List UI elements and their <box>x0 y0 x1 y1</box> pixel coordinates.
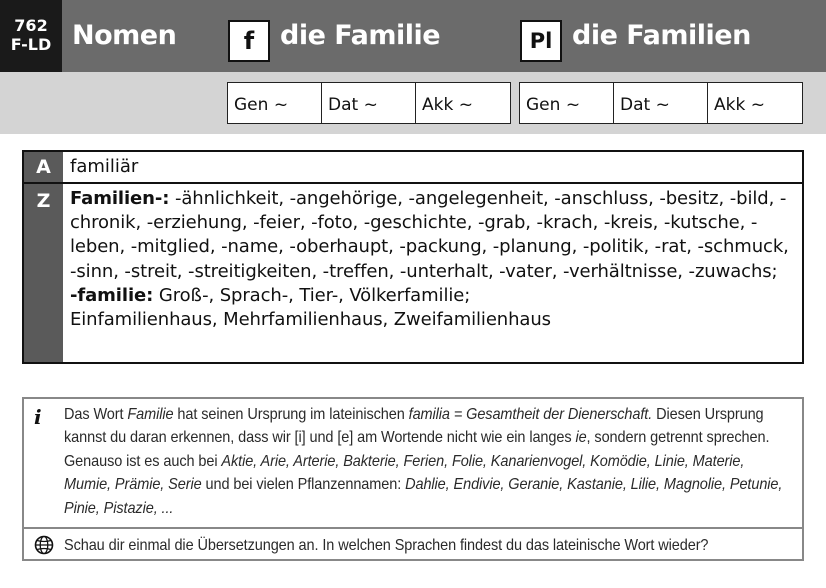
singular-case-table <box>227 82 511 124</box>
adjective-row <box>24 152 802 184</box>
compounds-row <box>24 184 802 362</box>
compounds-text: Familien-: -ähnlichkeit, -angehörige, -angelegenheit, -anschluss, -besitz, -bild, -chronik, -erziehung, -feier, -foto, -geschichte, -grab, -krach, -kreis, -kutsche, -leben, -mitglied, -name, -oberhaupt, -packung, -planung, -politik, -rat, -schmuck, -sinn, -streit, -streitigkeiten, -treffen, -unterhalt, -vater, -verhältnisse, -zuwachs; -familie: Groß-, Sprach-, Tier-, Völkerfamilie; Einfamilienhaus, Mehrfamilienhaus, Zweifamilienhaus <box>70 188 789 331</box>
case-cell-dat: Dat ~ <box>614 83 708 123</box>
badge-code: F-LD <box>10 35 52 54</box>
plural-form: die Familien <box>572 20 751 51</box>
word-type: Nomen <box>72 20 177 51</box>
info-i-icon: i <box>34 405 42 429</box>
gender-marker-box: f <box>228 20 270 62</box>
plural-marker-box: Pl <box>520 20 562 62</box>
plural-case-table <box>519 82 803 124</box>
compound-suffix: -familie: <box>70 284 154 306</box>
card-badge <box>0 0 62 72</box>
translation-note <box>24 529 802 559</box>
etymology-note <box>24 399 802 529</box>
header-bar <box>0 0 826 72</box>
etymology-text: Das Wort Familie hat seinen Ursprung im lateinischen familia = Gesamtheit der Dienerschaft. Diesen Ursprung kannst du daran erkennen, dass wir [i] und [e] am Wortende nicht wie ein langes ie, sondern getrennt sprechen. Genauso ist es auch bei Aktie, Arie, Arterie, Bakterie, Ferien, Folie, Kanarienvogel, Komödie, Linie, Materie, Mumie, Prämie, Serie und bei vielen Pflanzennamen: Dahlie, Endivie, Geranie, Kastanie, Lilie, Magnolie, Petunie, Pinie, Pistazie, ... <box>64 406 783 517</box>
adjective-text: familiär <box>70 156 139 177</box>
case-cell-gen: Gen ~ <box>520 83 614 123</box>
adjective-label: A <box>24 152 63 182</box>
translation-text: Schau dir einmal die Übersetzungen an. In welchen Sprachen findest du das lateinische Wort wieder? <box>64 537 709 554</box>
case-cell-gen: Gen ~ <box>228 83 322 123</box>
badge-number: 762 <box>14 16 48 35</box>
case-cell-akk: Akk ~ <box>714 95 765 115</box>
compounds-label: Z <box>24 184 63 362</box>
singular-form: die Familie <box>280 20 441 51</box>
compound-houses: Einfamilienhaus, Mehrfamilienhaus, Zweifamilienhaus <box>70 309 551 331</box>
word-entries-box <box>22 150 804 364</box>
case-cell-dat: Dat ~ <box>322 83 416 123</box>
compound-prefix: Familien-: <box>70 188 170 209</box>
globe-icon <box>34 535 54 559</box>
case-cell-akk: Akk ~ <box>422 95 473 115</box>
info-box <box>22 397 804 561</box>
